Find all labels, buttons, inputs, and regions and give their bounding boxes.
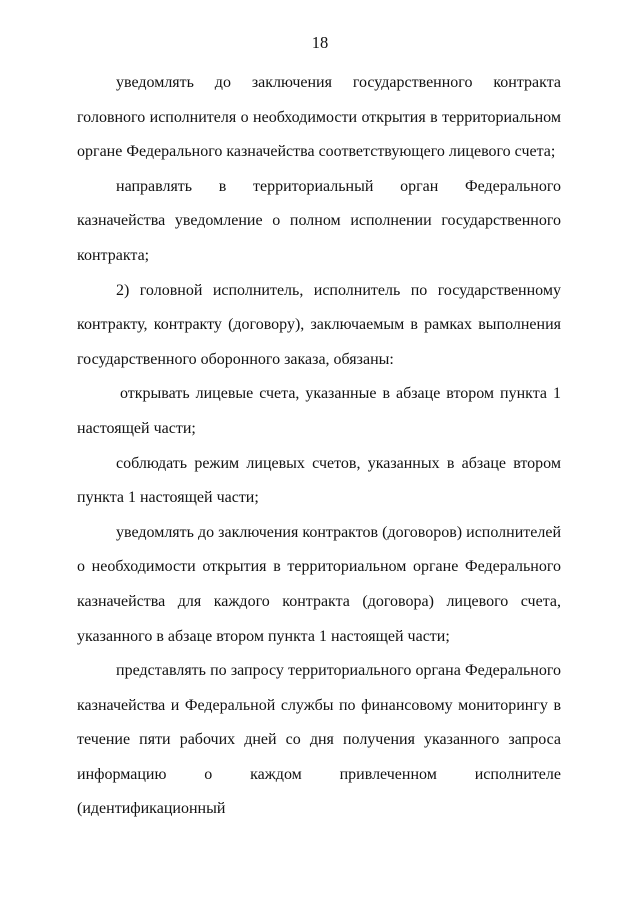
document-body — [77, 66, 561, 827]
paragraph-notify-head-contractor: уведомлять до заключения государственного контракта головного исполнителя о необходимости открытия в территориальном органе Федерального казначейства соответствующего лицевого счета; — [77, 74, 561, 161]
paragraph-send-notice: направлять в территориальный орган Федерального казначейства уведомление о полном исполнении государственного контракта; — [77, 177, 561, 264]
paragraph-account-regime: соблюдать режим лицевых счетов, указанных в абзаце втором пункта 1 настоящей части; — [77, 454, 561, 507]
paragraph-provide-info: представлять по запросу территориального органа Федерального казначейства и Федеральной службы по финансовому мониторингу в течение пяти рабочих дней со дня получения указанного запроса информацию о каждом привлеченном исполнителе (идентификационный — [77, 662, 561, 818]
paragraph-item-2: 2) головной исполнитель, исполнитель по государственному контракту, контракту (договору), заключаемым в рамках выполнения государственного оборонного заказа, обязаны: — [77, 281, 561, 368]
paragraph-notify-contractors: уведомлять до заключения контрактов (договоров) исполнителей о необходимости открытия в территориальном органе Федерального казначейства для каждого контракта (договора) лицевого счета, указанного в абзаце втором пункта 1 настоящей части; — [77, 523, 561, 645]
page-number: 18 — [311, 33, 329, 52]
paragraph-open-accounts: открывать лицевые счета, указанные в абзаце втором пункта 1 настоящей части; — [77, 385, 561, 437]
